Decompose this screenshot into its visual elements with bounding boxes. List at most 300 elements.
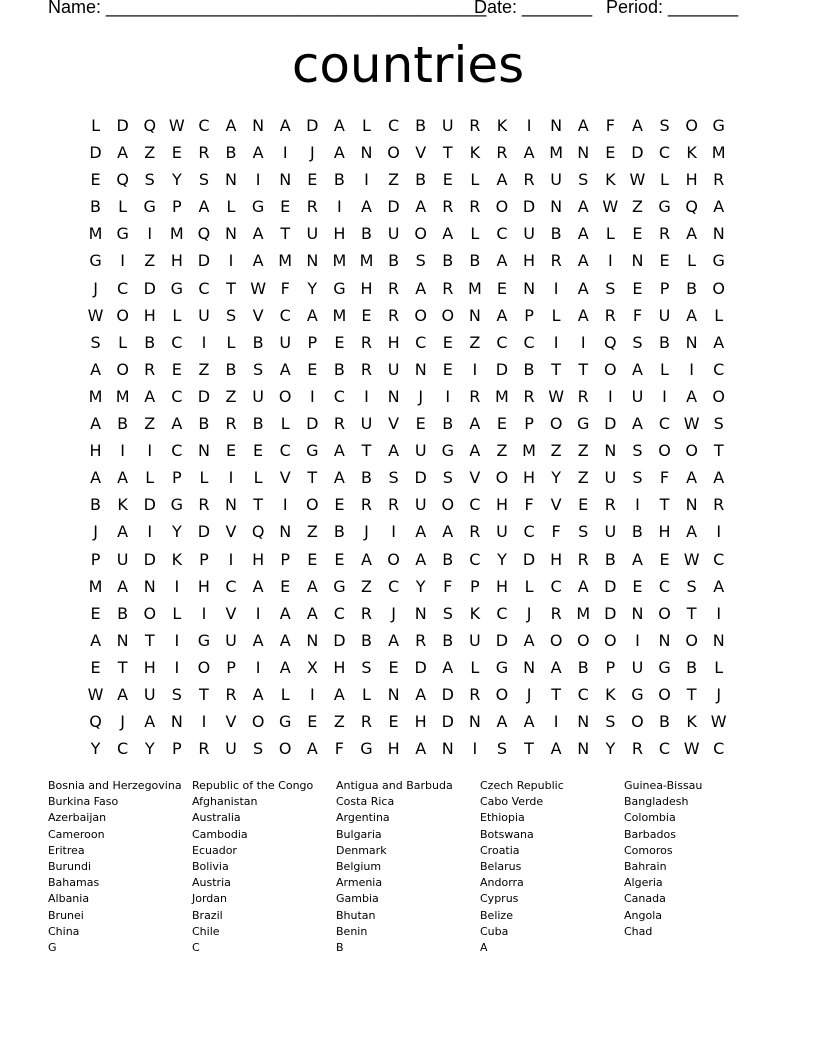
grid-letter: C [387, 116, 400, 135]
grid-letter: B [225, 143, 237, 163]
grid-letter: H [550, 549, 563, 569]
grid-letter: C [523, 522, 535, 542]
grid-letter: S [388, 468, 399, 488]
grid-letter: E [307, 170, 318, 190]
grid-letter: O [143, 603, 157, 623]
grid-letter: R [333, 414, 345, 434]
grid-letter: N [252, 116, 265, 135]
grid-letter: A [361, 197, 372, 217]
grid-letter: E [496, 414, 507, 434]
grid-letter: U [523, 224, 535, 244]
grid-letter: Q [604, 332, 617, 352]
grid-letter: W [683, 549, 700, 569]
grid-letter: B [360, 468, 372, 488]
grid-letter: B [90, 197, 102, 217]
grid-letter: A [577, 305, 589, 325]
grid-letter: L [145, 468, 155, 488]
grid-letter: R [577, 386, 589, 406]
grid-letter: E [280, 576, 291, 596]
grid-letter: M [711, 143, 726, 163]
grid-letter: O [549, 414, 563, 434]
grid-letter: S [578, 170, 589, 190]
grid-letter: I [391, 522, 396, 542]
grid-letter: W [602, 197, 619, 217]
grid-letter: A [333, 441, 345, 461]
grid-letter: N [468, 712, 481, 732]
grid-letter: R [388, 495, 400, 515]
word-list-column [480, 778, 624, 956]
grid-letter: H [523, 468, 536, 488]
grid-letter: H [333, 224, 346, 244]
grid-letter: Y [171, 170, 182, 190]
grid-letter: A [686, 522, 698, 542]
grid-letter: L [91, 116, 100, 135]
grid-letter: I [174, 576, 180, 596]
grid-letter: B [550, 224, 562, 244]
grid-letter: L [687, 251, 697, 271]
grid-row [82, 654, 732, 681]
grid-letter: J [364, 522, 369, 542]
grid-row [82, 356, 732, 383]
grid-letter: P [172, 197, 182, 217]
grid-letter: R [523, 170, 535, 190]
grid-letter: D [604, 576, 617, 596]
grid-letter: N [523, 278, 536, 298]
grid-row [82, 708, 732, 735]
grid-letter: V [469, 468, 481, 488]
word-list-item: Cuba [480, 924, 509, 938]
grid-letter: L [714, 305, 724, 325]
grid-letter: J [526, 603, 532, 623]
grid-row [82, 600, 732, 627]
grid-letter: D [604, 414, 617, 434]
grid-letter: Y [90, 739, 101, 759]
grid-letter: P [199, 549, 209, 569]
grid-letter: L [714, 657, 724, 677]
grid-letter: E [388, 657, 399, 677]
word-list-item: Croatia [480, 843, 520, 857]
grid-letter: N [387, 684, 400, 704]
grid-letter: A [252, 143, 264, 163]
grid-letter: M [576, 603, 591, 623]
grid-row [82, 437, 732, 464]
grid-letter: S [225, 305, 237, 325]
grid-letter: Q [251, 522, 265, 542]
grid-letter: C [496, 224, 508, 244]
grid-letter: R [360, 359, 373, 379]
grid-letter: P [659, 278, 670, 298]
grid-letter: W [87, 684, 104, 704]
grid-letter: I [147, 522, 153, 542]
grid-letter: V [225, 712, 237, 732]
grid-letter: E [307, 712, 318, 732]
grid-letter: L [470, 657, 480, 677]
grid-letter: A [252, 684, 264, 704]
grid-letter: T [280, 224, 291, 244]
grid-letter: E [307, 549, 318, 569]
grid-letter: F [632, 305, 643, 325]
grid-letter: T [226, 278, 236, 298]
grid-letter: D [631, 143, 644, 163]
grid-letter: Z [225, 386, 237, 406]
grid-letter: G [197, 630, 211, 650]
grid-letter: J [93, 522, 98, 542]
grid-letter: P [280, 549, 291, 569]
grid-letter: B [442, 549, 454, 569]
grid-letter: S [415, 251, 426, 271]
grid-letter: G [712, 116, 725, 135]
grid-letter: R [198, 739, 210, 759]
grid-letter: H [143, 305, 156, 325]
grid-letter: S [442, 468, 453, 488]
grid-letter: B [469, 251, 481, 271]
grid-letter: C [469, 549, 481, 569]
grid-letter: N [116, 630, 129, 650]
grid-letter: B [442, 630, 454, 650]
grid-letter: U [143, 684, 156, 704]
grid-letter: A [415, 739, 427, 759]
grid-letter: B [659, 332, 670, 352]
grid-letter: C [496, 332, 508, 352]
grid-letter: L [605, 224, 615, 244]
grid-letter: B [442, 251, 454, 271]
grid-letter: D [495, 359, 509, 379]
grid-letter: E [605, 143, 616, 163]
word-list-column [48, 778, 192, 956]
grid-letter: A [415, 278, 427, 298]
grid-letter: I [201, 603, 207, 623]
grid-letter: B [360, 224, 372, 244]
grid-letter: A [117, 522, 129, 542]
grid-letter: C [658, 414, 671, 434]
grid-letter: O [658, 684, 671, 704]
grid-letter: T [551, 359, 562, 379]
grid-letter: R [388, 305, 400, 325]
word-list-item: Austria [192, 876, 231, 890]
grid-letter: A [523, 143, 535, 163]
grid-letter: B [686, 278, 698, 298]
grid-letter: O [495, 684, 509, 704]
word-list-item: Cabo Verde [480, 795, 544, 809]
grid-letter: C [713, 739, 725, 759]
grid-letter: Z [361, 576, 372, 596]
word-list-item: Barbados [624, 827, 676, 841]
grid-letter: P [524, 305, 534, 325]
grid-letter: E [361, 305, 372, 325]
grid-letter: G [631, 684, 644, 704]
grid-letter: G [712, 251, 725, 271]
grid-letter: D [197, 386, 211, 406]
grid-letter: A [523, 630, 535, 650]
grid-letter: E [307, 359, 318, 379]
grid-letter: C [171, 386, 183, 406]
grid-letter: A [496, 712, 508, 732]
word-list-item: Cameroon [48, 827, 105, 841]
grid-letter: A [442, 657, 454, 677]
grid-letter: I [445, 386, 451, 406]
grid-letter: P [470, 576, 480, 596]
grid-letter: Q [89, 712, 102, 732]
grid-letter: C [658, 143, 671, 163]
grid-letter: A [117, 143, 129, 163]
grid-letter: E [171, 143, 182, 163]
grid-letter: K [686, 712, 697, 732]
grid-letter: R [469, 197, 481, 217]
grid-letter: A [279, 657, 291, 677]
grid-letter: A [388, 630, 400, 650]
grid-letter: A [361, 549, 372, 569]
grid-letter: I [472, 359, 478, 379]
grid-letter: A [90, 414, 102, 434]
grid-letter: U [225, 630, 237, 650]
grid-letter: S [144, 170, 155, 190]
grid-letter: N [712, 630, 725, 650]
grid-letter: K [686, 143, 697, 163]
grid-row [82, 464, 732, 491]
grid-letter: N [631, 603, 644, 623]
grid-letter: O [685, 630, 698, 650]
grid-letter: A [686, 224, 698, 244]
grid-letter: H [658, 522, 671, 542]
grid-letter: D [143, 549, 156, 569]
word-list-item: Bolivia [192, 859, 229, 873]
grid-letter: N [279, 170, 292, 190]
grid-letter: G [333, 576, 346, 596]
grid-letter: S [442, 603, 453, 623]
grid-letter: A [442, 224, 454, 244]
grid-letter: N [658, 630, 671, 650]
grid-letter: W [87, 305, 104, 325]
grid-letter: S [90, 332, 101, 352]
grid-letter: A [252, 576, 264, 596]
word-list-item: Chile [192, 924, 220, 938]
grid-letter: A [279, 116, 291, 135]
grid-letter: R [550, 603, 562, 623]
word-list-item: Angola [624, 908, 663, 922]
grid-letter: V [225, 522, 237, 542]
word-list-item: G [48, 940, 57, 954]
grid-letter: D [441, 712, 454, 732]
word-list-item: Bahrain [624, 859, 667, 873]
grid-letter: A [225, 116, 237, 135]
grid-letter: L [118, 332, 128, 352]
grid-letter: Y [415, 576, 426, 596]
grid-letter: H [414, 712, 427, 732]
grid-letter: O [576, 630, 590, 650]
grid-row [82, 546, 732, 573]
grid-letter: B [90, 495, 102, 515]
grid-letter: N [604, 441, 617, 461]
grid-letter: R [360, 495, 373, 515]
grid-letter: B [198, 414, 210, 434]
grid-letter: S [496, 739, 508, 759]
grid-letter: N [550, 197, 563, 217]
word-list-item: Afghanistan [192, 795, 258, 809]
grid-letter: M [115, 386, 130, 406]
grid-letter: T [659, 495, 670, 515]
word-list-item: Bangladesh [624, 795, 689, 809]
grid-letter: F [659, 468, 670, 488]
grid-letter: A [198, 197, 210, 217]
grid-letter: O [495, 197, 509, 217]
grid-letter: H [387, 739, 400, 759]
word-list-item: Albania [48, 892, 90, 906]
grid-letter: Z [496, 441, 508, 461]
grid-letter: A [686, 305, 698, 325]
grid-letter: D [143, 278, 156, 298]
grid-letter: N [197, 441, 210, 461]
grid-letter: J [309, 143, 315, 163]
grid-letter: Y [171, 522, 182, 542]
grid-row [82, 112, 732, 139]
grid-letter: A [713, 197, 725, 217]
grid-letter: C [171, 332, 183, 352]
grid-letter: P [226, 657, 236, 677]
grid-letter: A [550, 739, 562, 759]
word-list-column [336, 778, 480, 956]
grid-letter: U [550, 170, 562, 190]
grid-letter: O [658, 603, 671, 623]
grid-letter: A [415, 522, 427, 542]
grid-letter: T [307, 468, 318, 488]
word-list-item: Chad [624, 924, 653, 938]
word-list-item: Benin [336, 924, 368, 938]
grid-letter: N [441, 739, 454, 759]
grid-letter: A [469, 441, 481, 461]
word-list-item: Ecuador [192, 843, 237, 857]
word-list-item: Andorra [480, 876, 524, 890]
grid-letter: C [198, 278, 210, 298]
grid-letter: U [225, 739, 237, 759]
grid-letter: S [605, 712, 616, 732]
grid-letter: S [632, 468, 643, 488]
grid-letter: H [143, 657, 156, 677]
grid-letter: A [686, 468, 698, 488]
grid-letter: B [388, 251, 400, 271]
grid-letter: G [441, 441, 454, 461]
grid-row [82, 573, 732, 600]
grid-letter: S [198, 170, 209, 190]
grid-letter: B [415, 116, 427, 135]
grid-letter: U [441, 116, 454, 135]
grid-letter: O [604, 359, 617, 379]
grid-letter: S [632, 441, 643, 461]
grid-letter: S [686, 576, 697, 596]
word-list-item: Bosnia and Herzegovina [48, 779, 182, 792]
grid-letter: D [333, 630, 346, 650]
grid-letter: M [495, 386, 509, 406]
grid-letter: O [685, 116, 698, 135]
grid-letter: K [469, 603, 481, 623]
grid-letter: A [279, 359, 291, 379]
word-list-item: Armenia [336, 876, 383, 890]
grid-letter: K [117, 495, 128, 515]
grid-letter: R [198, 495, 210, 515]
grid-letter: I [364, 170, 369, 190]
grid-letter: Q [143, 116, 157, 135]
grid-letter: A [333, 116, 345, 135]
grid-letter: U [658, 305, 671, 325]
grid-letter: O [251, 712, 265, 732]
grid-letter: H [387, 332, 400, 352]
grid-letter: N [550, 116, 563, 135]
grid-letter: N [523, 657, 536, 677]
grid-letter: V [415, 143, 427, 163]
grid-letter: O [116, 359, 129, 379]
grid-letter: M [332, 305, 347, 325]
grid-row [82, 410, 732, 437]
grid-letter: B [333, 522, 345, 542]
grid-letter: B [117, 414, 129, 434]
grid-letter: I [635, 630, 640, 650]
grid-letter: C [469, 495, 481, 515]
grid-letter: W [710, 712, 727, 732]
grid-letter: C [550, 576, 562, 596]
grid-letter: R [360, 332, 373, 352]
grid-letter: U [116, 549, 129, 569]
grid-letter: Z [469, 332, 481, 352]
grid-letter: O [441, 495, 455, 515]
grid-letter: F [551, 522, 561, 542]
grid-letter: S [632, 332, 643, 352]
grid-letter: C [387, 576, 400, 596]
grid-letter: D [495, 630, 509, 650]
grid-letter: T [117, 657, 128, 677]
grid-letter: A [306, 305, 318, 325]
grid-letter: U [496, 522, 508, 542]
grid-letter: J [391, 603, 396, 623]
grid-letter: A [577, 116, 589, 135]
grid-letter: G [116, 224, 129, 244]
grid-letter: E [442, 359, 453, 379]
grid-letter: S [605, 278, 616, 298]
word-list-item: Denmark [336, 843, 387, 857]
grid-letter: U [631, 386, 644, 406]
word-list-item: Brazil [192, 908, 223, 922]
grid-letter: F [605, 116, 615, 135]
grid-letter: A [279, 630, 291, 650]
word-list-item: Belarus [480, 859, 522, 873]
grid-letter: G [170, 278, 184, 298]
grid-letter: A [442, 522, 454, 542]
grid-letter: I [662, 386, 667, 406]
word-list-item: Gambia [336, 892, 379, 906]
grid-letter: Z [306, 522, 318, 542]
grid-letter: A [117, 576, 129, 596]
grid-letter: I [580, 332, 586, 352]
grid-letter: A [686, 386, 698, 406]
grid-letter: K [171, 549, 183, 569]
grid-letter: U [279, 332, 292, 352]
grid-letter: N [685, 495, 698, 515]
grid-letter: U [604, 522, 617, 542]
grid-letter: T [524, 739, 534, 759]
grid-letter: O [631, 712, 644, 732]
grid-letter: G [577, 414, 590, 434]
grid-letter: R [388, 278, 400, 298]
grid-letter: I [255, 603, 261, 623]
grid-letter: R [604, 305, 616, 325]
word-list-item: Botswana [480, 827, 534, 841]
grid-letter: A [577, 251, 589, 271]
grid-letter: O [387, 143, 400, 163]
grid-letter: W [683, 414, 700, 434]
grid-letter: L [470, 224, 480, 244]
grid-letter: A [496, 170, 508, 190]
grid-letter: L [226, 332, 236, 352]
grid-letter: A [496, 305, 508, 325]
grid-letter: D [143, 495, 156, 515]
